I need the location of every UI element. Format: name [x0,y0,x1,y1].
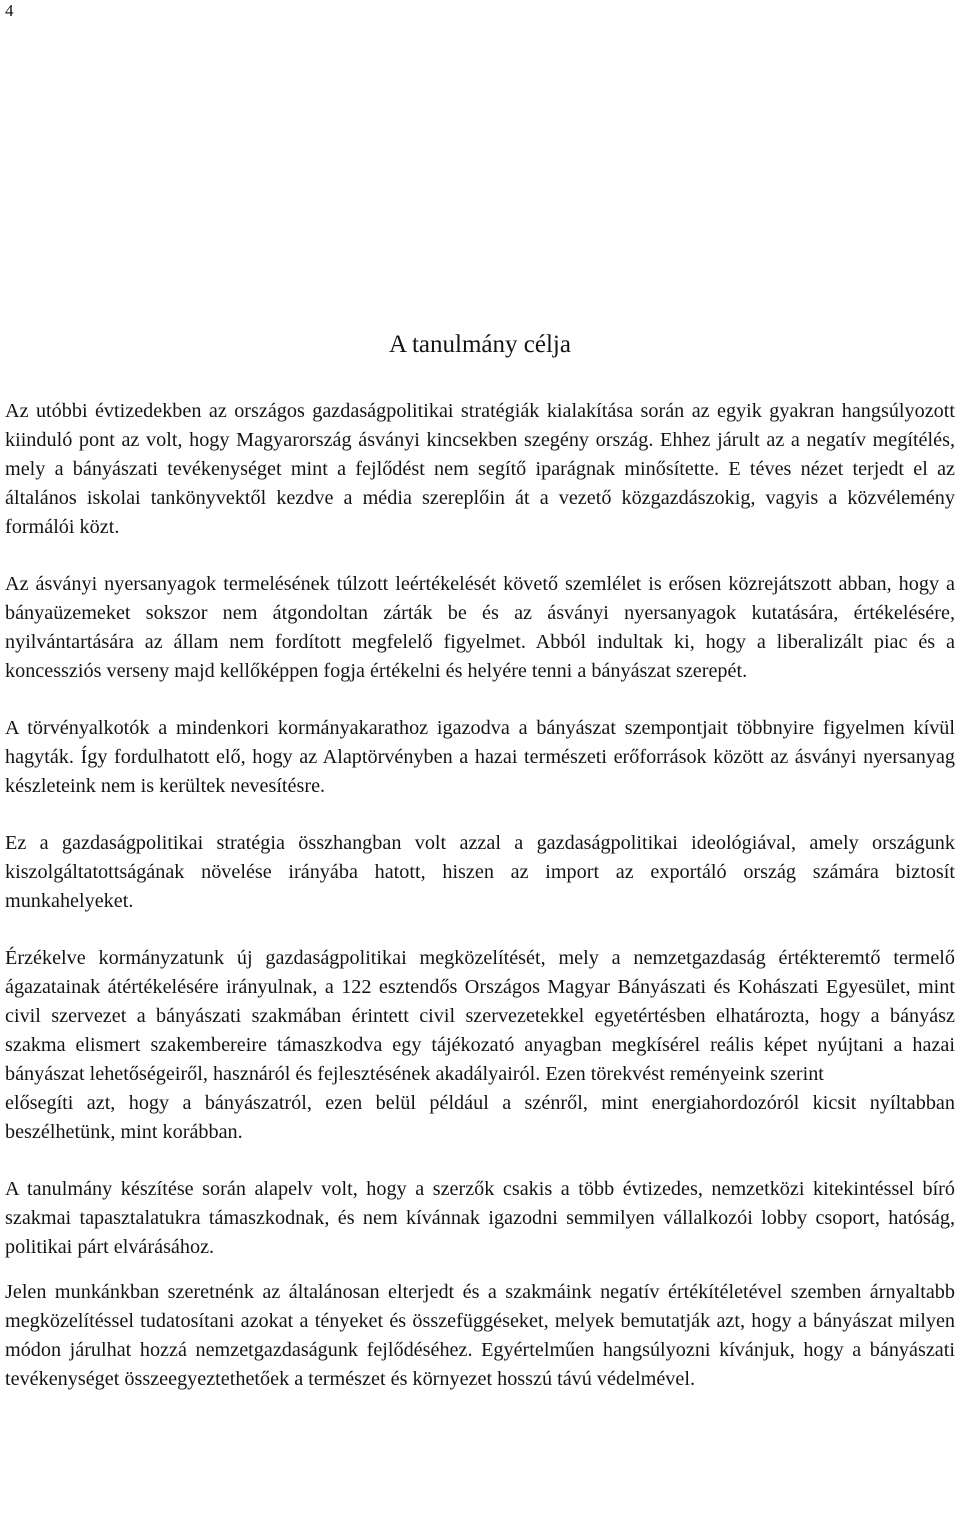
paragraph-2: Az ásványi nyersanyagok termelésének túlzott leértékelését követő szemlélet is erősen közrejátszott abban, hogy a bányaüzemeket sokszor nem átgondoltan zárták be és az ásványi nyersanyagok kutatására, értékelésére, nyilvántartására az állam nem fordított megfelelő figyelmet. Abból indultak ki, hogy a liberalizált piac és a koncessziós verseny majd kellőképpen fogja értékelni és helyére tenni a bányászat szerepét. [5,573,955,682]
body-text [5,397,955,1394]
paragraph-5: Érzékelve kormányzatunk új gazdaságpolitikai megközelítését, mely a nemzetgazdaság értékteremtő termelő ágazatainak átértékelésére irányulnak, a 122 esztendős Országos Magyar Bányászati és Kohászati Egyesület, mint civil szervezet a bányászati szakmában érintett civil szervezetekkel egyetértésben elhatározta, hogy a bányász szakma elismert szakembereire támaszkodva egy tájékozató anyagban megkísérel reális képet nyújtani a hazai bányászat lehetőségeiről, hasznáról és fejlesztésének akadályairól. Ezen törekvést reményeink szerint [5,947,955,1085]
page-number: 4 [5,1,14,20]
paragraph-3: A törvényalkotók a mindenkori kormányakarathoz igazodva a bányászat szempontjait többnyire figyelmen kívül hagyták. Így fordulhatott elő, hogy az Alaptörvényben a hazai természeti erőforrások között az ásványi nyersanyag készleteink nem is kerültek nevesítésre. [5,717,955,797]
paragraph-1: Az utóbbi évtizedekben az országos gazdaságpolitikai stratégiák kialakítása során az egyik gyakran hangsúlyozott kiinduló pont az volt, hogy Magyarország ásványi kincsekben szegény ország. Ehhez járult az a negatív megítélés, mely a bányászati tevékenységet mint a fejlődést nem segítő iparágnak minősítette. E téves nézet terjedt el az általános iskolai tankönyvektől kezdve a média szereplőin át a vezető közgazdászokig, vagyis a közvélemény formálói közt. [5,400,955,538]
section-title: A tanulmány célja [389,331,571,358]
paragraph-7: A tanulmány készítése során alapelv volt, hogy a szerzők csakis a több évtizedes, nemzetközi kitekintéssel bíró szakmai tapasztalatukra támaszkodnak, és nem kívánnak igazodni semmilyen vállalkozói lobby csoport, hatóság, politikai párt elvárásához. [5,1178,955,1258]
paragraph-8: Jelen munkánkban szeretnénk az általánosan elterjedt és a szakmáink negatív értékítéletével szemben árnyaltabb megközelítéssel tudatosítani azokat a tényeket és összefüggéseket, melyek bemutatják azt, hogy a bányászat milyen módon járulhat hozzá nemzetgazdaságunk fejlődéséhez. Egyértelműen hangsúlyozni kívánjuk, hogy a bányászati tevékenységet összeegyeztethetőek a természet és környezet hosszú távú védelmével. [5,1281,955,1390]
paragraph-4: Ez a gazdaságpolitikai stratégia összhangban volt azzal a gazdaságpolitikai ideológiával, amely országunk kiszolgáltatottságának növelése irányába hatott, hiszen az import az exportáló ország számára biztosít munkahelyeket. [5,832,955,912]
paragraph-6: elősegíti azt, hogy a bányászatról, ezen belül például a szénről, mint energiahordozóról kicsit nyíltabban beszélhetünk, mint korábban. [5,1092,955,1143]
